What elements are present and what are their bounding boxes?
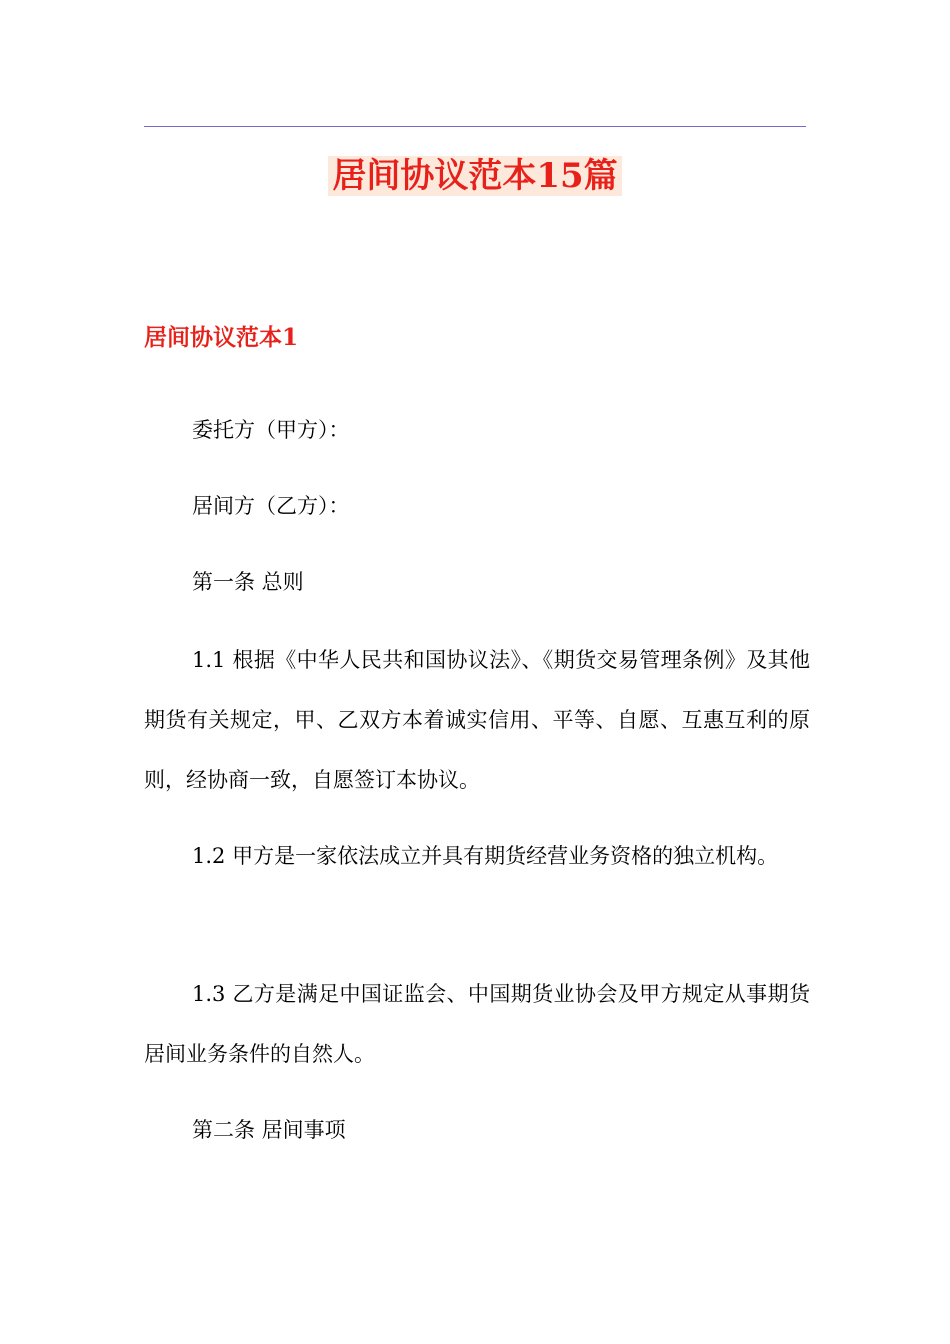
document-title: [0, 148, 950, 204]
clause-1-3: 1.3 乙方是满足中国证监会、中国期货业协会及甲方规定从事期货居间业务条件的自然人。: [144, 982, 810, 1066]
article-2-heading: 第二条 居间事项: [192, 1118, 346, 1142]
section-heading: 居间协议范本1: [144, 324, 299, 351]
paragraph-intermediary: 居间方（乙方）：: [192, 494, 350, 518]
header-rule: [144, 126, 806, 127]
clause-1-1: 1.1 根据《中华人民共和国协议法》、《期货交易管理条例》及其他期货有关规定，甲、乙双方本着诚实信用、平等、自愿、互惠互利的原则，经协商一致，自愿签订本协议。: [144, 648, 810, 792]
paragraph-principal: 委托方（甲方）：: [192, 418, 350, 442]
clause-1-2: 1.2 甲方是一家依法成立并具有期货经营业务资格的独立机构。: [192, 844, 779, 868]
document-title-text: 居间协议范本15篇: [328, 156, 621, 196]
article-1-heading: 第一条 总则: [192, 570, 304, 594]
